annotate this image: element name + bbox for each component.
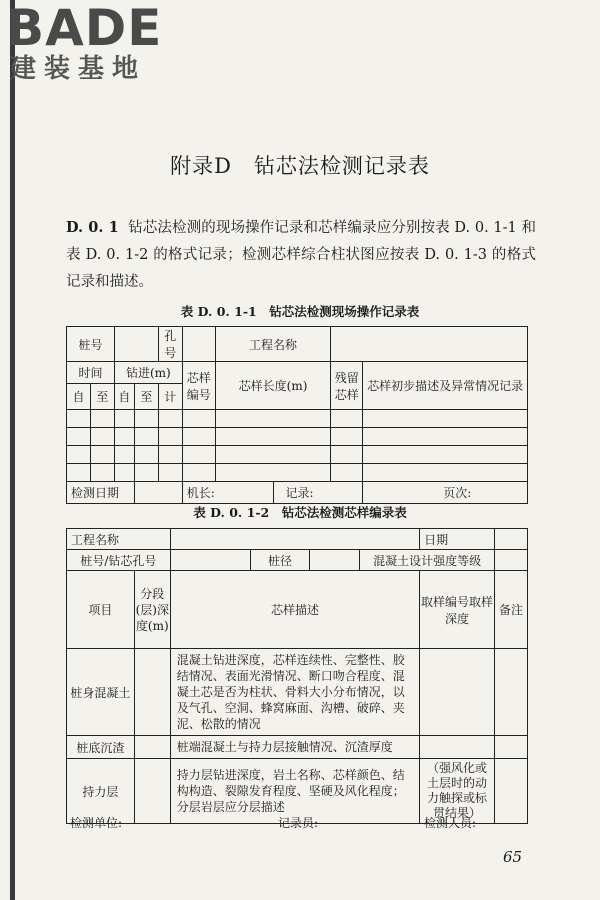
sample-header: 取样编号取样深度	[420, 571, 495, 649]
core-length-header: 芯样长度(m)	[215, 362, 331, 410]
project-name-label: 工程名称	[67, 529, 171, 550]
page-title: 附录D 钻芯法检测记录表	[170, 154, 430, 178]
watermark-logo	[6, 2, 162, 84]
project-name-label: 工程名称	[215, 327, 331, 362]
grade-label: 混凝土设计强度等级	[360, 550, 495, 571]
inspection-unit-label: 检测单位:	[70, 816, 123, 830]
pile-concrete-description: 混凝土钻进深度，芯样连续性、完整性、胶结情况、表面光滑情况、断口吻合程度、混凝土芯是否为柱状、骨料大小分布情况，以及气孔、空洞、蜂窝麻面、沟槽、破碎、夹泥、松散的情况	[170, 649, 419, 736]
recorder-label: 记录:	[273, 482, 363, 504]
from-header: 自	[114, 384, 134, 410]
hole-no-label: 孔号	[158, 327, 182, 362]
table-row	[67, 410, 528, 428]
logo-text: BADE	[6, 0, 163, 57]
page-number: 65	[503, 848, 523, 866]
remark-header: 备注	[494, 571, 527, 649]
bearing-layer-note: （强风化或土层时的动力触探或标贯结果）	[420, 759, 495, 824]
diameter-label: 桩径	[250, 550, 310, 571]
total-header: 计	[158, 384, 182, 410]
recorder-signature-label: 记录员:	[278, 816, 319, 830]
table-row	[67, 446, 528, 464]
pile-hole-label: 桩号/钻芯孔号	[67, 550, 171, 571]
description-header: 芯样初步描述及异常情况记录	[363, 362, 528, 410]
pile-concrete-label: 桩身混凝土	[67, 649, 135, 736]
clause-paragraph	[66, 214, 536, 296]
from-header: 自	[67, 384, 91, 410]
date-label: 日期	[420, 529, 495, 550]
layered-description: 分层岩层应分层描述	[176, 800, 285, 814]
clause-number: D. 0. 1	[66, 219, 119, 236]
depth-header: 分段(层)深度(m)	[134, 571, 170, 649]
item-header: 项目	[67, 571, 135, 649]
table-row	[67, 736, 528, 759]
residual-header: 残留芯样	[331, 362, 363, 410]
table1-caption: 表 D. 0. 1-1 钻芯法检测现场操作记录表	[180, 304, 420, 319]
bearing-layer-label: 持力层	[67, 759, 135, 824]
core-description-header: 芯样描述	[170, 571, 419, 649]
inspector-label: 检测人员:	[424, 816, 477, 830]
clause-text: 钻芯法检测的现场操作记录和芯样编录应分别按表 D. 0. 1-1 和表 D. 0. 1-2 的格式记录；检测芯样综合柱状图应按表 D. 0. 1-3 的格式记录和描述。	[66, 220, 536, 290]
logo-subtext: 建装基地	[10, 54, 147, 84]
book-spine	[10, 0, 15, 900]
core-no-header: 芯样编号	[182, 362, 215, 410]
to-header: 至	[134, 384, 158, 410]
to-header: 至	[90, 384, 114, 410]
table2-caption: 表 D. 0. 1-2 钻芯法检测芯样编录表	[193, 505, 407, 520]
sediment-description: 桩端混凝土与持力层接触情况、沉渣厚度	[170, 736, 419, 759]
page-label: 页次:	[363, 482, 528, 504]
core-catalog-table	[66, 528, 528, 824]
table-row	[67, 428, 528, 446]
sediment-label: 桩底沉渣	[67, 736, 135, 759]
time-header: 时间	[67, 362, 115, 384]
foreman-label: 机长:	[182, 482, 273, 504]
drill-header: 钻进(m)	[114, 362, 182, 384]
table-row	[67, 464, 528, 482]
table-row	[67, 649, 528, 736]
bearing-layer-description: 持力层钻进深度，岩土名称、芯样颜色、结构构造、裂隙发育程度、坚硬及风化程度；	[176, 768, 405, 798]
pile-no-label: 桩号	[67, 327, 115, 362]
inspection-date-label: 检测日期	[67, 482, 135, 504]
field-operation-table	[66, 326, 528, 504]
